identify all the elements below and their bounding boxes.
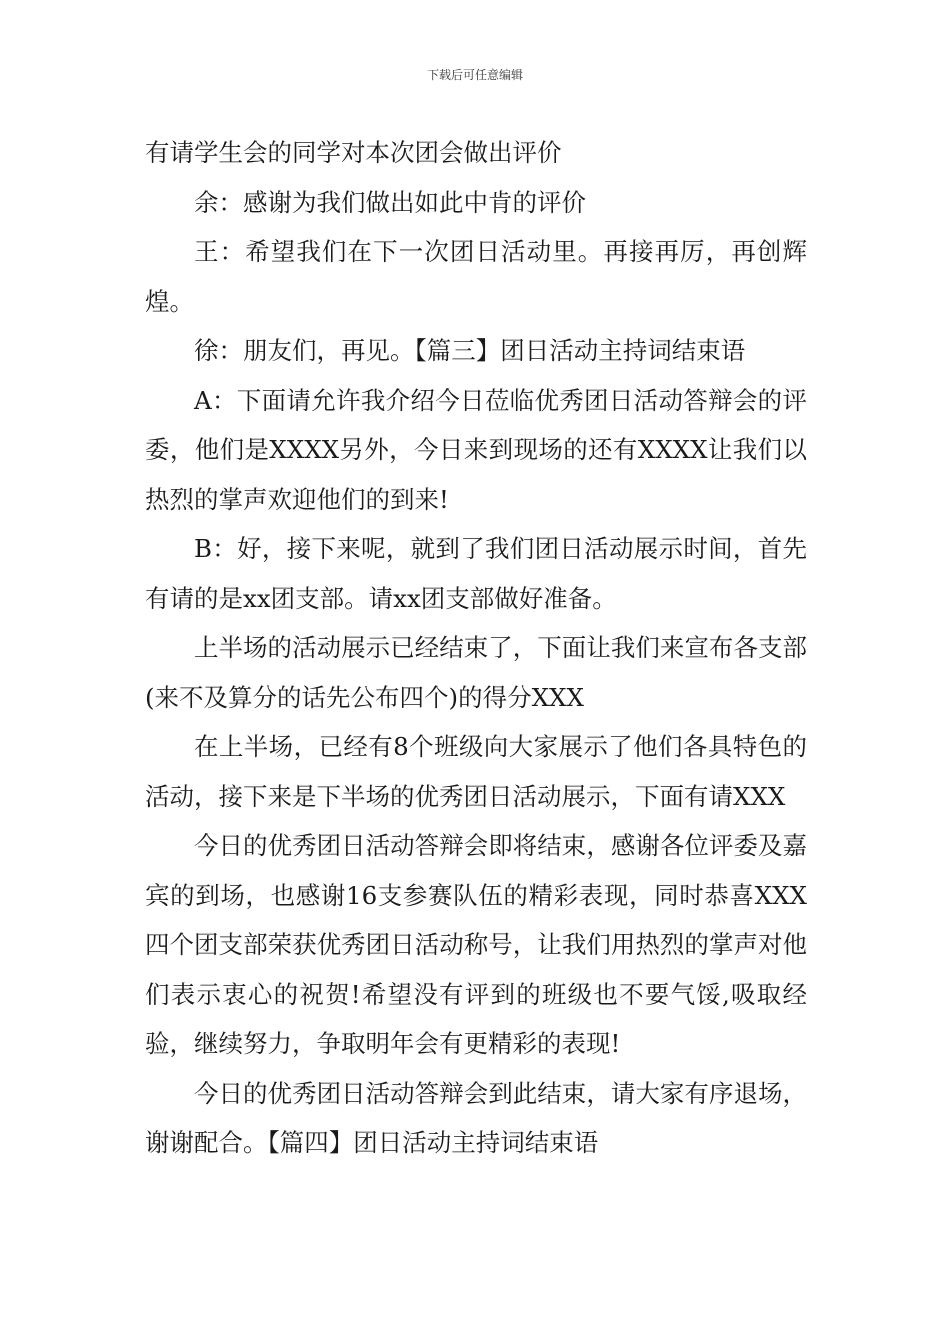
document-body: [145, 128, 807, 1168]
paragraph-wang-hope: 王：希望我们在下一次团日活动里。再接再厉，再创辉煌。: [145, 237, 807, 316]
paragraph-evaluation-request: 有请学生会的同学对本次团会做出评价: [145, 138, 562, 167]
paragraph-closing-thanks: 今日的优秀团日活动答辩会即将结束，感谢各位评委及嘉宾的到场，也感谢16支参赛队伍的精彩表现，同时恭喜XXX四个团支部荣获优秀团日活动称号，让我们用热烈的掌声对他们表示衷心的祝贺!希望没有评到的班级也不要气馁,吸取经验，继续努力，争取明年会有更精彩的表现!: [145, 831, 807, 1058]
page-header-note: 下载后可任意编辑: [426, 68, 523, 82]
paragraph-b-showcase-start: B：好，接下来呢，就到了我们团日活动展示时间，首先有请的是xx团支部。请xx团支部做好准备。: [145, 534, 807, 613]
paragraph-a-judges-intro: A：下面请允许我介绍今日莅临优秀团日活动答辩会的评委，他们是XXXX另外，今日来到现场的还有XXXX让我们以热烈的掌声欢迎他们的到来!: [145, 385, 807, 514]
paragraph-first-half-scores: 上半场的活动展示已经结束了，下面让我们来宣布各支部(来不及算分的话先公布四个)的得分XXX: [145, 633, 807, 712]
paragraph-final-closing: 今日的优秀团日活动答辩会到此结束，请大家有序退场，谢谢配合。【篇四】团日活动主持词结束语: [145, 1078, 807, 1157]
paragraph-yu-thanks: 余：感谢为我们做出如此中肯的评价: [194, 187, 586, 217]
paragraph-xu-goodbye: 徐：朋友们，再见。【篇三】团日活动主持词结束语: [194, 336, 746, 365]
paragraph-second-half-intro: 在上半场，已经有8个班级向大家展示了他们各具特色的活动，接下来是下半场的优秀团日活动展示，下面有请XXX: [145, 732, 807, 811]
